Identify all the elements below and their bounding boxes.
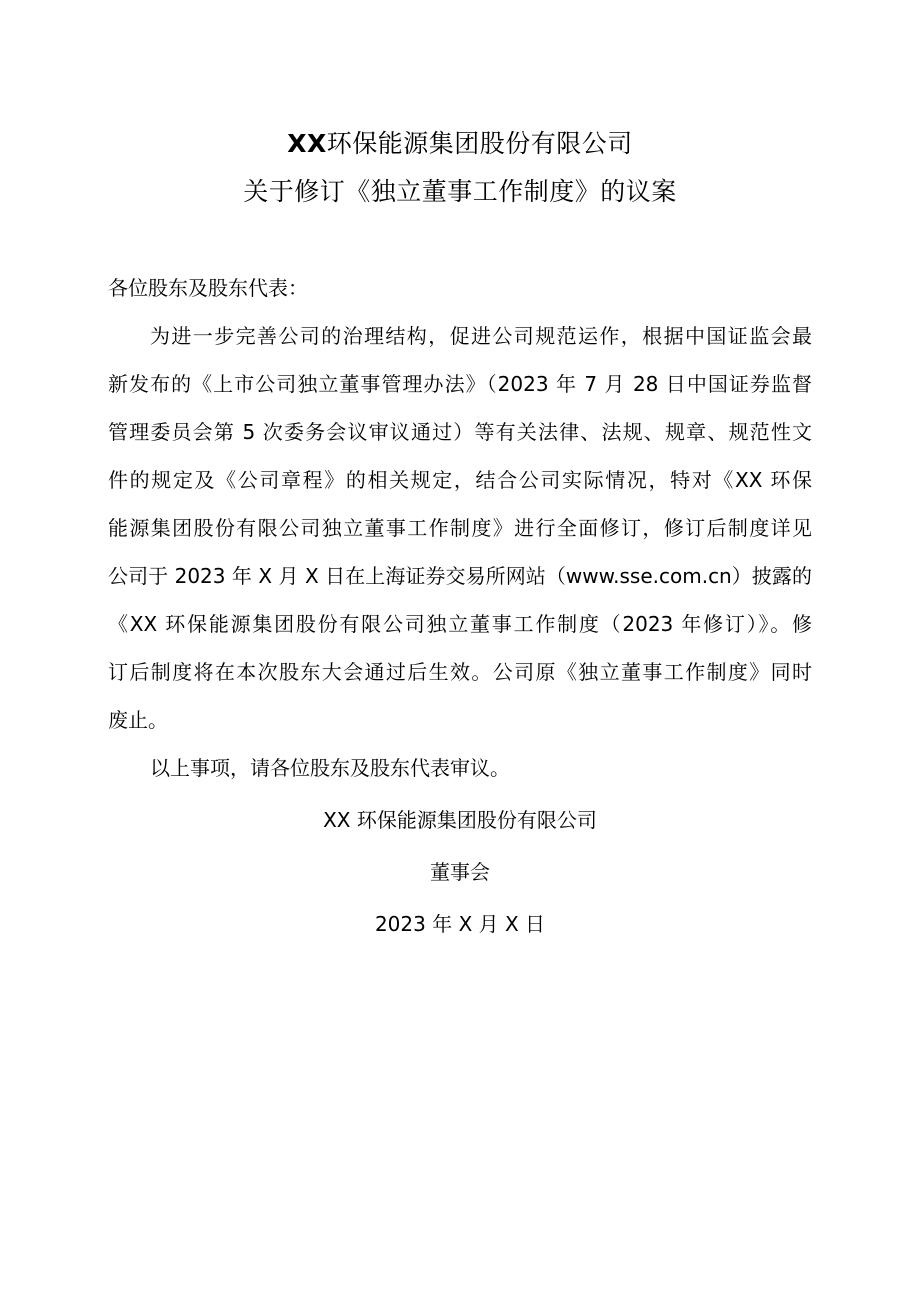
- signature-date: 2023 年 X 月 X 日: [374, 912, 546, 936]
- document-title: [0, 120, 920, 216]
- paragraph-line: 公司于 2023 年 X 月 X 日在上海证券交易所网站（www.sse.com.cn）披露的: [108, 564, 812, 588]
- main-paragraph: [108, 312, 812, 744]
- paragraph-line: 能源集团股份有限公司独立董事工作制度》进行全面修订，修订后制度详见: [108, 516, 812, 540]
- closing-statement: 以上事项，请各位股东及股东代表审议。: [150, 756, 510, 780]
- title-company-prefix: XX: [287, 129, 327, 158]
- document-body: [108, 264, 812, 792]
- signature-block: [0, 794, 920, 950]
- title-company-name: 环保能源集团股份有限公司: [326, 129, 633, 158]
- signature-company: XX 环保能源集团股份有限公司: [323, 808, 597, 832]
- paragraph-line: 新发布的《上市公司独立董事管理办法》（2023 年 7 月 28 日中国证券监督: [108, 372, 812, 396]
- paragraph-line: 废止。: [108, 708, 168, 732]
- paragraph-line: 订后制度将在本次股东大会通过后生效。公司原《独立董事工作制度》同时: [108, 660, 812, 684]
- paragraph-line: 件的规定及《公司章程》的相关规定，结合公司实际情况，特对《XX 环保: [108, 468, 812, 492]
- paragraph-line: 管理委员会第 5 次委务会议审议通过）等有关法律、法规、规章、规范性文: [108, 420, 812, 444]
- salutation: 各位股东及股东代表：: [108, 276, 308, 300]
- paragraph-line: 《XX 环保能源集团股份有限公司独立董事工作制度（2023 年修订）》。修: [108, 612, 812, 636]
- title-line-subject: 关于修订《独立董事工作制度》的议案: [243, 177, 677, 206]
- title-line-company: [0, 120, 920, 168]
- signature-board: 董事会: [430, 860, 490, 884]
- paragraph-line: 为进一步完善公司的治理结构，促进公司规范运作，根据中国证监会最: [150, 324, 812, 348]
